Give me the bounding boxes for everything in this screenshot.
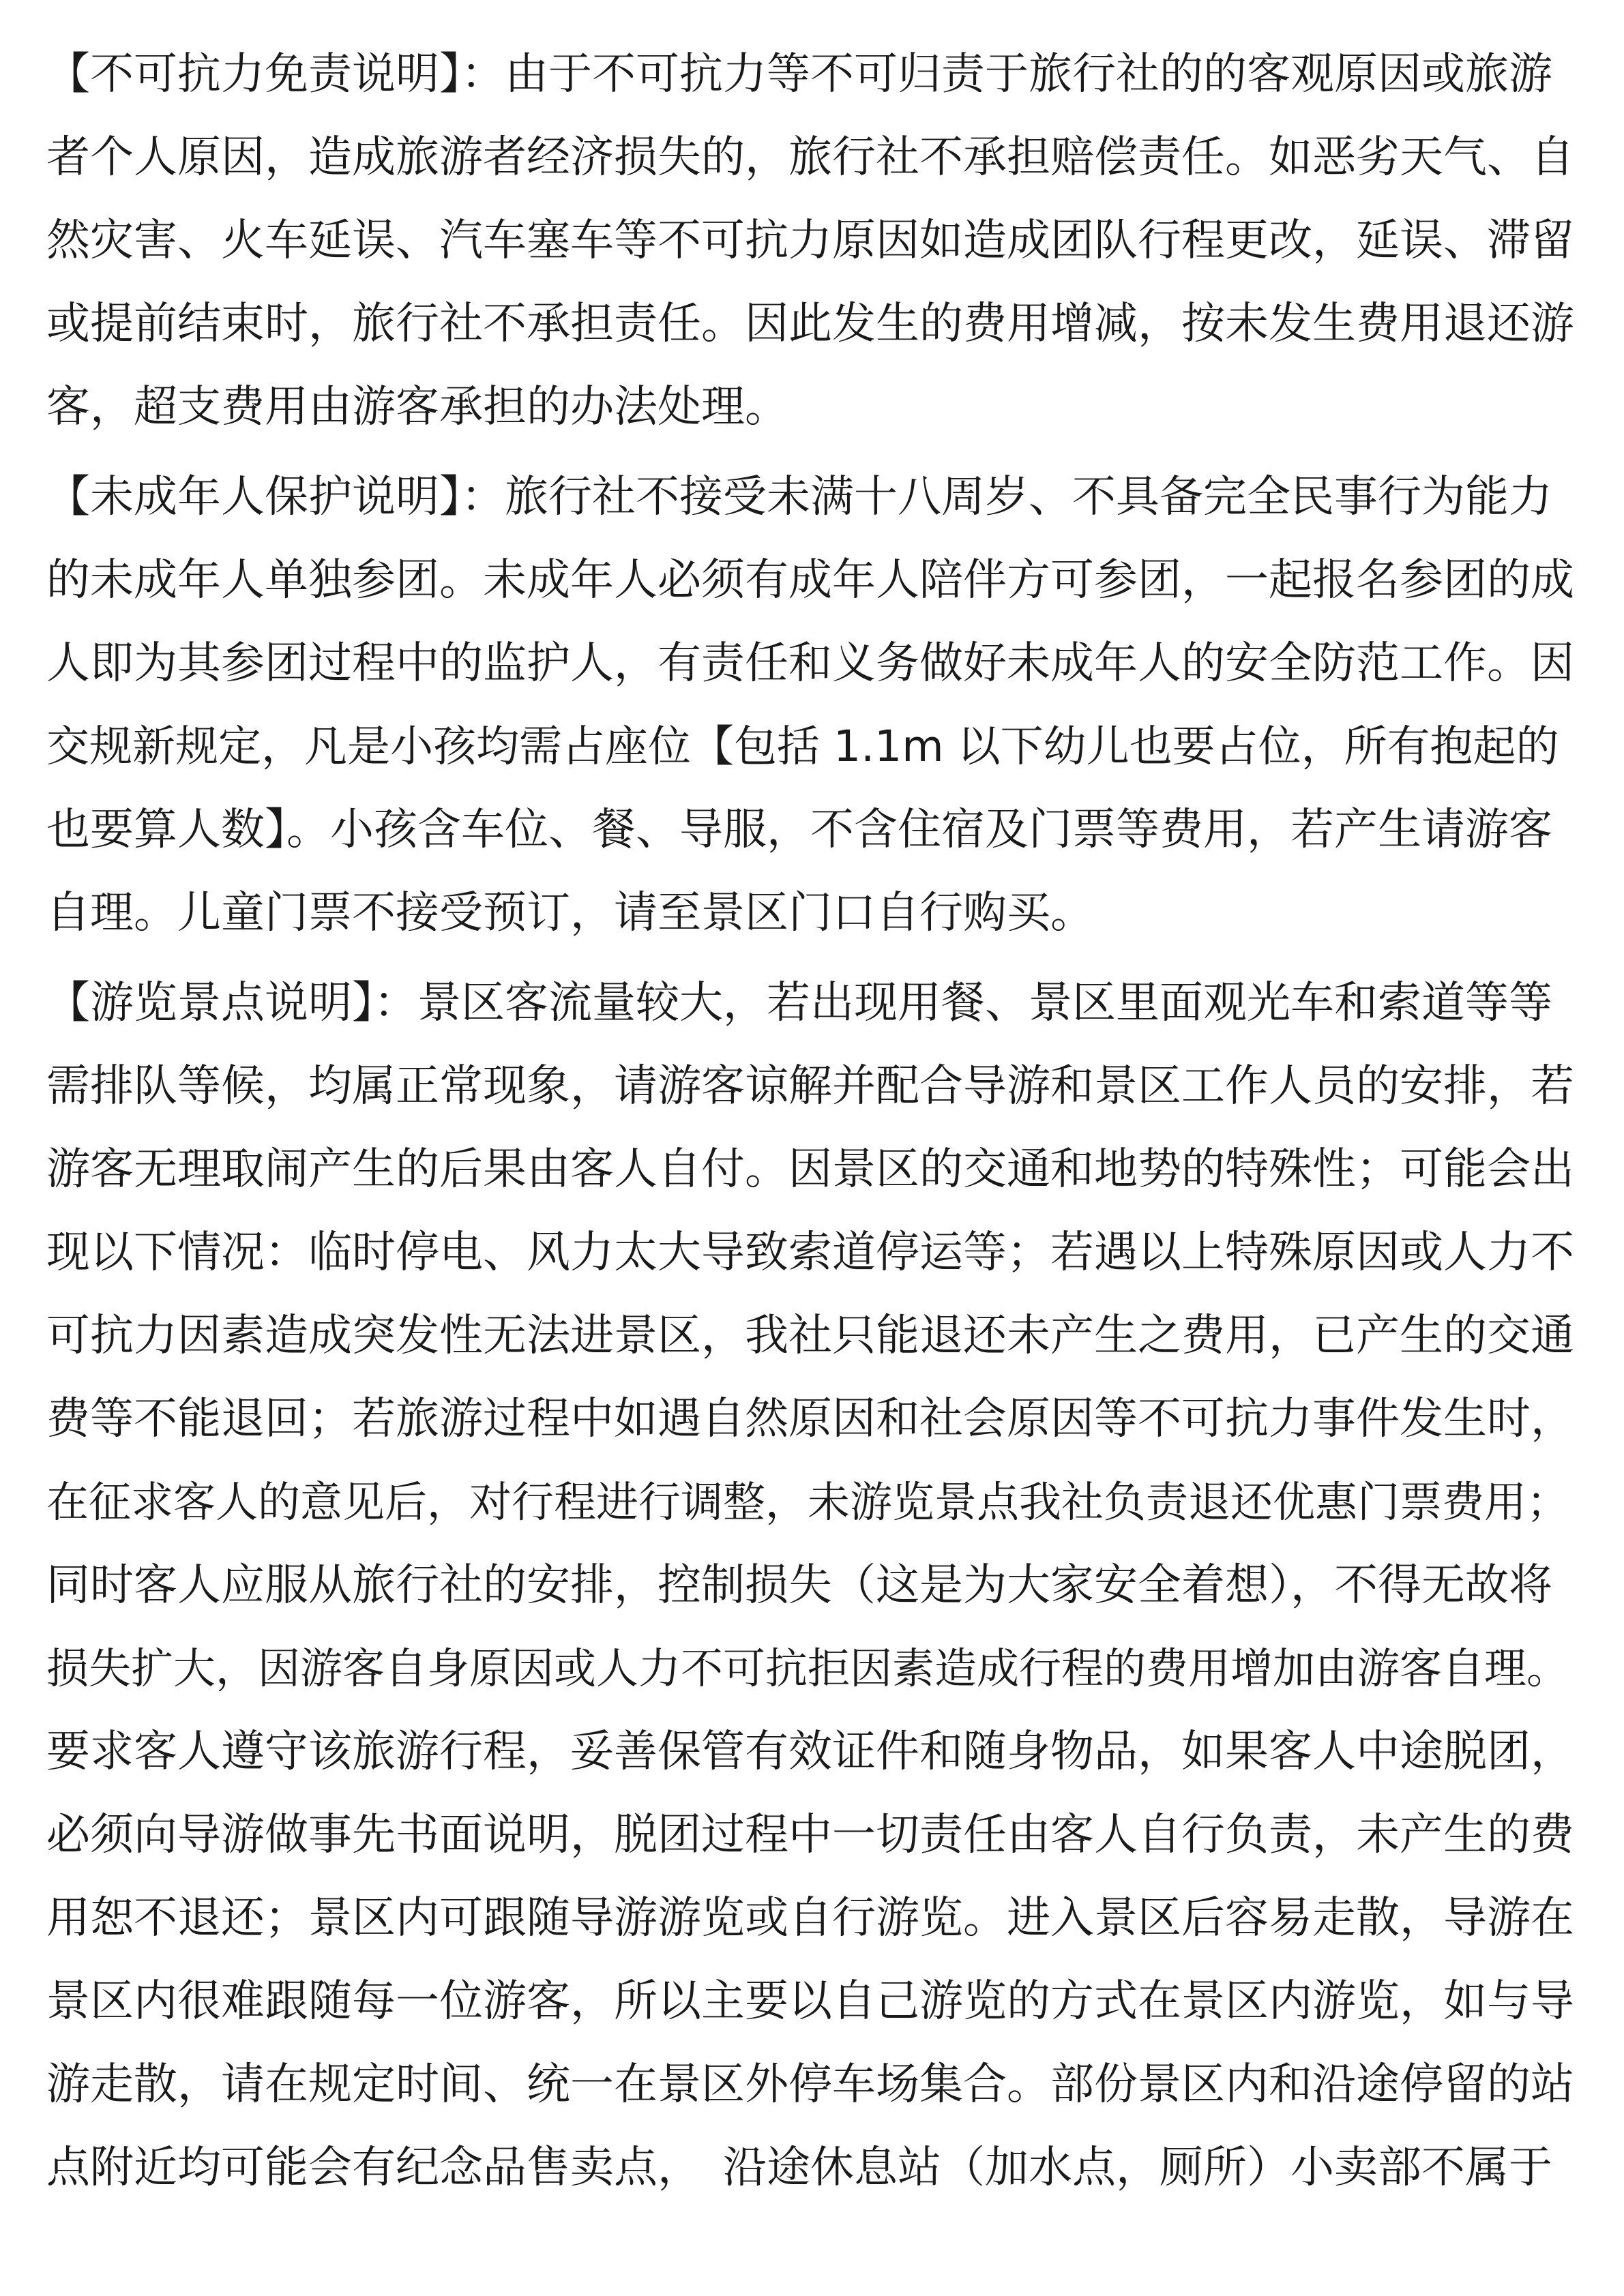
text-line: 游走散，请在规定时间、统一在景区外停车场集合。部份景区内和沿途停留的站 (46, 2059, 1574, 2110)
text-line: 费等不能退回；若旅游过程中如遇自然原因和社会原因等不可抗力事件发生时， (46, 1394, 1574, 1444)
text-line: 同时客人应服从旅行社的安排，控制损失（这是为大家安全着想），不得无故将 (46, 1560, 1552, 1611)
text-line: 者个人原因，造成旅游者经济损失的，旅行社不承担赔偿责任。如恶劣天气、自 (46, 132, 1574, 183)
text-line: 要求客人遵守该旅游行程，妥善保管有效证件和随身物品，如果客人中途脱团， (46, 1727, 1574, 1777)
text-line: 景区内很难跟随每一位游客，所以主要以自己游览的方式在景区内游览，如与导 (46, 1976, 1574, 2027)
text-line: 交规新规定，凡是小孩均需占座位【包括 1.1m 以下幼儿也要占位，所有抱起的 (46, 721, 1559, 771)
text-line: 点附近均可能会有纪念品售卖点， 沿途休息站（加水点，厕所）小卖部不属于 (46, 2143, 1552, 2193)
text-line: 【未成年人保护说明】：旅行社不接受未满十八周岁、不具备完全民事行为能力 (46, 472, 1552, 522)
text-line: 在征求客人的意见后，对行程进行调整，未游览景点我社负责退还优惠门票费用； (46, 1477, 1569, 1527)
text-line: 现以下情况：临时停电、风力太大导致索道停运等；若遇以上特殊原因或人力不 (46, 1227, 1574, 1278)
text-line: 必须向导游做事先书面说明，脱团过程中一切责任由客人自行负责，未产生的费 (46, 1810, 1574, 1860)
text-line: 可抗力因素造成突发性无法进景区，我社只能退还未产生之费用，已产生的交通 (46, 1311, 1574, 1361)
text-line: 【不可抗力免责说明】：由于不可抗力等不可归责于旅行社的的客观原因或旅游 (46, 49, 1552, 100)
text-line: 需排队等候，均属正常现象，请游客谅解并配合导游和景区工作人员的安排，若 (46, 1061, 1574, 1112)
text-line: 人即为其参团过程中的监护人，有责任和义务做好未成年人的安全防范工作。因 (46, 638, 1574, 689)
text-line: 也要算人数】。小孩含车位、餐、导服，不含住宿及门票等费用，若产生请游客 (46, 805, 1552, 855)
text-line: 客，超支费用由游客承担的办法处理。 (46, 382, 788, 432)
text-line: 用恕不退还；景区内可跟随导游游览或自行游览。进入景区后容易走散，导游在 (46, 1893, 1574, 1943)
text-line: 自理。儿童门票不接受预订，请至景区门口自行购买。 (46, 888, 1094, 938)
text-line: 的未成年人单独参团。未成年人必须有成年人陪伴方可参团，一起报名参团的成 (46, 555, 1574, 606)
text-line: 然灾害、火车延误、汽车塞车等不可抗力原因如造成团队行程更改，延误、滞留 (46, 215, 1574, 266)
text-line: 【游览景点说明】：景区客流量较大，若出现用餐、景区里面观光车和索道等等 (46, 978, 1552, 1028)
text-line: 或提前结束时，旅行社不承担责任。因此发生的费用增减，按未发生费用退还游 (46, 299, 1574, 349)
text-line: 损失扩大，因游客自身原因或人力不可抗拒因素造成行程的费用增加由游客自理。 (46, 1643, 1569, 1693)
text-line: 游客无理取闹产生的后果由客人自付。因景区的交通和地势的特殊性；可能会出 (46, 1144, 1574, 1195)
